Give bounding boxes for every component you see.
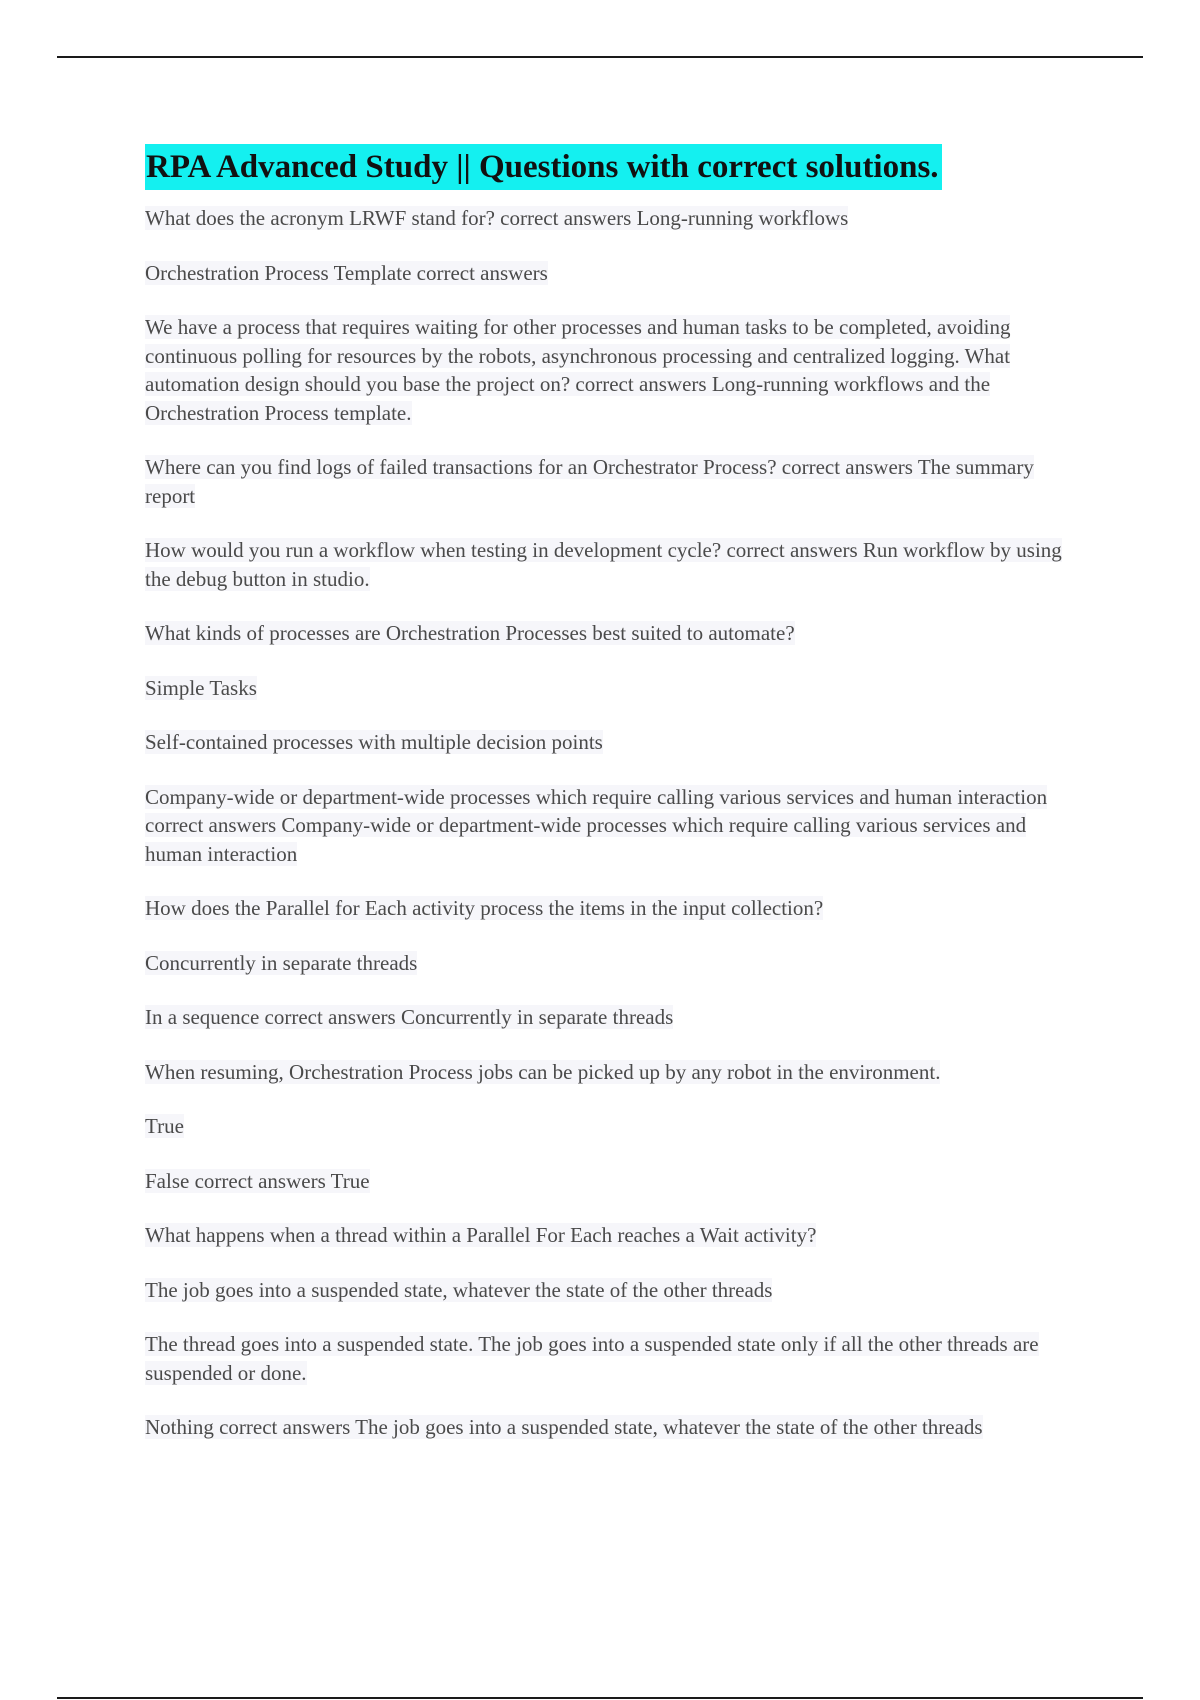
paragraph bbox=[145, 204, 1065, 233]
paragraph bbox=[145, 1330, 1065, 1387]
paragraph bbox=[145, 313, 1065, 427]
paragraph bbox=[145, 259, 1065, 288]
paragraph bbox=[145, 1003, 1065, 1032]
paragraph bbox=[145, 453, 1065, 510]
paragraph-text: What kinds of processes are Orchestration Processes best suited to automate? bbox=[145, 621, 795, 645]
paragraph bbox=[145, 674, 1065, 703]
paragraph bbox=[145, 619, 1065, 648]
paragraph-text: Orchestration Process Template correct answers bbox=[145, 260, 548, 285]
paragraph bbox=[145, 728, 1065, 757]
paragraph-text: What happens when a thread within a Parallel For Each reaches a Wait activity? bbox=[145, 1223, 817, 1247]
paragraph-text: Self-contained processes with multiple decision points bbox=[145, 730, 603, 754]
paragraph-text: Nothing correct answers The job goes into a suspended state, whatever the state of the other threads bbox=[145, 1415, 983, 1439]
paragraph-text: Company-wide or department-wide processes which require calling various services and human interaction correct answers Company-wide or department-wide processes which require calling various services and human interaction bbox=[145, 784, 1048, 866]
paragraph bbox=[145, 536, 1065, 593]
paragraph-text: What does the acronym LRWF stand for? correct answers Long-running workflows bbox=[145, 206, 849, 230]
paragraph bbox=[145, 783, 1065, 869]
paragraph-text: Where can you find logs of failed transactions for an Orchestrator Process? correct answers The summary report bbox=[145, 455, 1034, 508]
paragraph-text: The job goes into a suspended state, whatever the state of the other threads bbox=[145, 1277, 773, 1302]
paragraph bbox=[145, 1413, 1065, 1442]
document-body bbox=[145, 144, 1065, 1468]
paragraph-text: In a sequence correct answers Concurrently in separate threads bbox=[145, 1005, 674, 1029]
paragraph-text: When resuming, Orchestration Process jobs can be picked up by any robot in the environment. bbox=[145, 1059, 941, 1084]
paragraph-text: Simple Tasks bbox=[145, 675, 257, 700]
paragraph-text: False correct answers True bbox=[145, 1168, 370, 1193]
paragraph bbox=[145, 1058, 1065, 1087]
document-title: RPA Advanced Study || Questions with correct solutions. bbox=[145, 144, 942, 190]
paragraph bbox=[145, 949, 1065, 978]
paragraph-text: How would you run a workflow when testing in development cycle? correct answers Run workflow by using the debug button in studio. bbox=[145, 538, 1062, 591]
paragraph bbox=[145, 894, 1065, 923]
paragraph-text: The thread goes into a suspended state. The job goes into a suspended state only if all the other threads are suspended or done. bbox=[145, 1332, 1039, 1385]
bottom-rule bbox=[57, 1697, 1143, 1699]
paragraph-text: True bbox=[145, 1114, 184, 1138]
paragraph bbox=[145, 1167, 1065, 1196]
paragraph bbox=[145, 1276, 1065, 1305]
paragraph bbox=[145, 1221, 1065, 1250]
paragraph-text: We have a process that requires waiting for other processes and human tasks to be completed, avoiding continuous polling for resources by the robots, asynchronous processing and centralized logging. What automation design should you base the project on? correct answers Long-running workflows and the Orchestration Process template. bbox=[145, 315, 1011, 425]
paragraph-text: How does the Parallel for Each activity process the items in the input collection? bbox=[145, 896, 824, 920]
paragraph-text: Concurrently in separate threads bbox=[145, 950, 418, 975]
top-rule bbox=[57, 56, 1143, 58]
paragraph bbox=[145, 1112, 1065, 1141]
